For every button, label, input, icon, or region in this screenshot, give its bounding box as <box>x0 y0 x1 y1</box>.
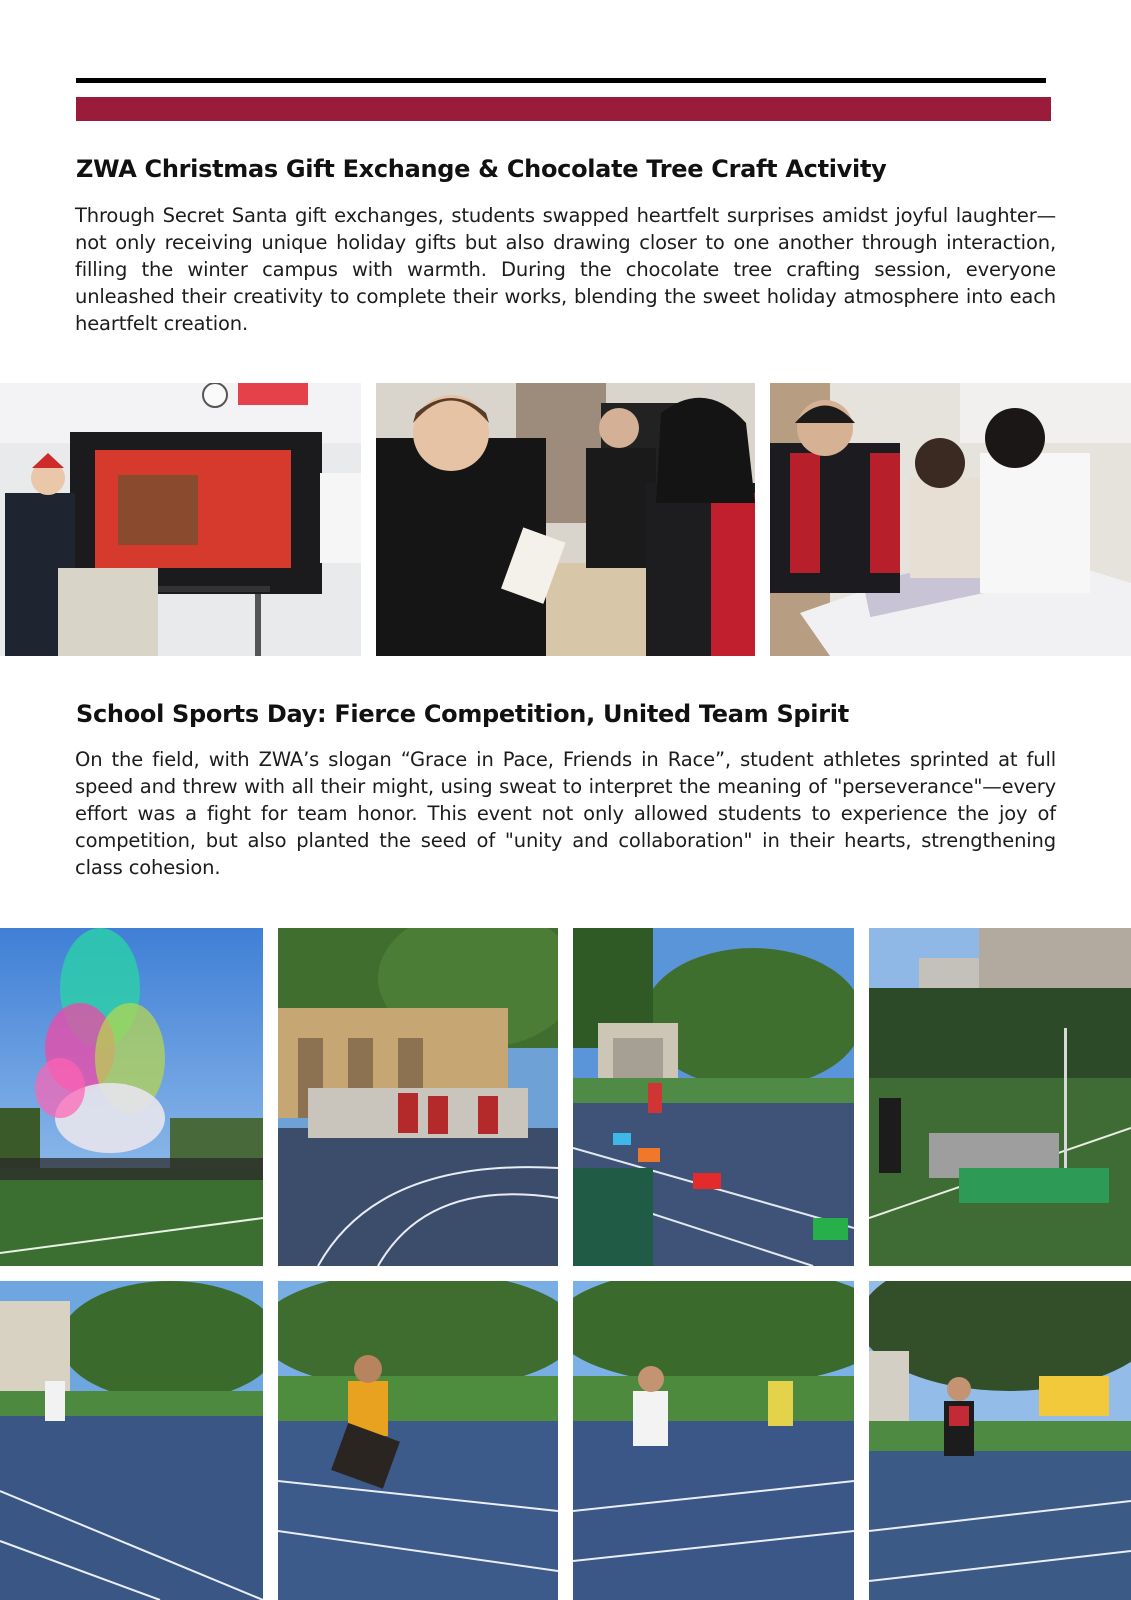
section-body-sports-day: On the field, with ZWA’s slogan “Grace in Pace, Friends in Race”, student athletes sprinted at full speed and threw with all their might, using sweat to interpret the meaning of "perseverance"—every effort was a fight for team honor. This event not only allowed students to experience the joy of competition, but also planted the seed of "unity and collaboration" in their hearts, strengthening class cohesion. <box>75 748 1056 879</box>
section-body-christmas: Through Secret Santa gift exchanges, students swapped heartfelt surprises amidst joyful laughter—not only receiving unique holiday gifts but also drawing closer to one another through interaction, filling the winter campus with warmth. During the chocolate tree crafting session, everyone unleashed their creativity to complete their works, blending the sweet holiday atmosphere into each heartfelt creation. <box>75 204 1056 335</box>
header-accent-bar <box>76 97 1051 121</box>
photo-sprint-runner-1 <box>0 1281 263 1600</box>
photo-hurdle-course <box>573 928 854 1266</box>
photo-sprint-runner-2 <box>278 1281 558 1600</box>
photo-track-lineup <box>278 928 558 1266</box>
photo-gift-exchange <box>376 383 755 656</box>
header-black-rule <box>76 78 1046 83</box>
photo-color-smoke <box>0 928 263 1266</box>
photo-chocolate-craft <box>770 383 1131 656</box>
section-title-christmas: ZWA Christmas Gift Exchange & Chocolate Tree Craft Activity <box>76 155 887 183</box>
photo-christmas-presentation <box>0 383 361 656</box>
photo-sprint-runner-4 <box>869 1281 1131 1600</box>
section-title-sports-day: School Sports Day: Fierce Competition, United Team Spirit <box>76 700 849 728</box>
photo-sprint-runner-3 <box>573 1281 854 1600</box>
photo-high-jump <box>869 928 1131 1266</box>
